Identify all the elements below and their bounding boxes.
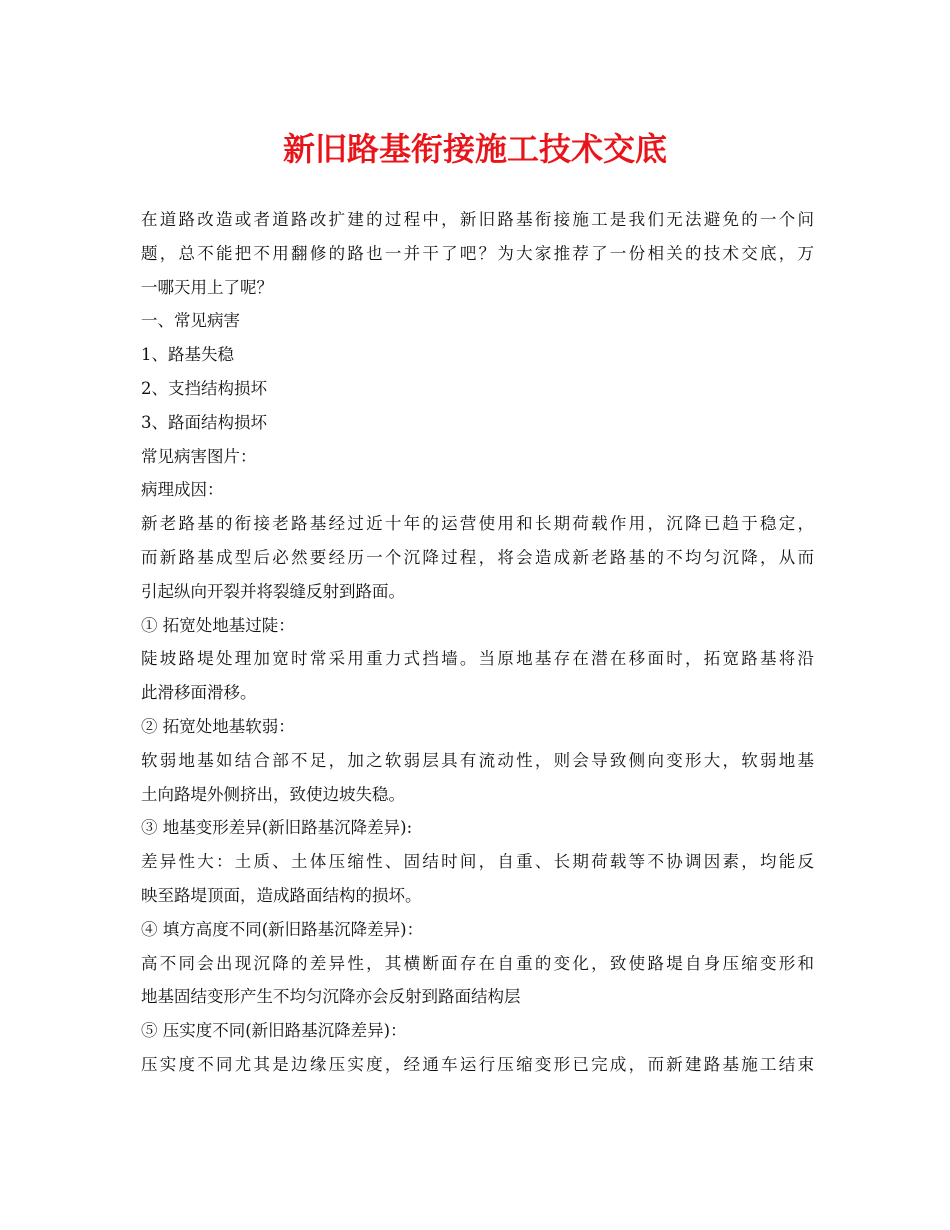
- body-line: 差异性大：土质、土体压缩性、固结时间，自重、长期荷载等不协调因素，均能反: [141, 852, 814, 872]
- body-line: 地基固结变形产生不均匀沉降亦会反射到路面结构层: [141, 987, 521, 1007]
- body-line: 高不同会出现沉降的差异性，其横断面存在自重的变化，致使路堤自身压缩变形和: [141, 953, 814, 973]
- body-line: 土向路堤外侧挤出，致使边坡失稳。: [141, 784, 405, 804]
- body-line: 此滑移面滑移。: [141, 683, 257, 703]
- document-body: [141, 203, 814, 1082]
- body-line: 一、常见病害: [141, 311, 240, 331]
- body-line: 压实度不同尤其是边缘压实度，经通车运行压缩变形已完成，而新建路基施工结束: [141, 1054, 814, 1074]
- body-line: 而新路基成型后必然要经历一个沉降过程，将会造成新老路基的不均匀沉降，从而: [141, 547, 814, 567]
- body-line: 新老路基的衔接老路基经过近十年的运营使用和长期荷载作用，沉降已趋于稳定，: [141, 514, 814, 534]
- body-line: 题，总不能把不用翻修的路也一并干了吧？为大家推荐了一份相关的技术交底，万: [141, 243, 814, 263]
- body-line: 常见病害图片：: [141, 446, 257, 466]
- body-line: 1、路基失稳: [141, 345, 234, 365]
- body-line: 2、支挡结构损坏: [141, 378, 267, 398]
- body-line: ⑤ 压实度不同(新旧路基沉降差异)：: [141, 1021, 407, 1041]
- document-title: 新旧路基衔接施工技术交底: [282, 130, 667, 168]
- body-line: 软弱地基如结合部不足，加之软弱层具有流动性，则会导致侧向变形大，软弱地基: [141, 750, 814, 770]
- body-line: ② 拓宽处地基软弱：: [141, 716, 295, 736]
- body-line: ① 拓宽处地基过陡：: [141, 615, 295, 635]
- body-line: 一哪天用上了呢？: [141, 277, 273, 297]
- body-line: ④ 填方高度不同(新旧路基沉降差异)：: [141, 919, 424, 939]
- body-line: 病理成因：: [141, 480, 224, 500]
- body-line: 映至路堤顶面，造成路面结构的损坏。: [141, 885, 422, 905]
- body-line: 引起纵向开裂并将裂缝反射到路面。: [141, 581, 405, 601]
- body-line: 陡坡路堤处理加宽时常采用重力式挡墙。当原地基存在潜在移面时，拓宽路基将沿: [141, 649, 814, 669]
- body-line: 在道路改造或者道路改扩建的过程中，新旧路基衔接施工是我们无法避免的一个问: [141, 210, 814, 229]
- body-line: ③ 地基变形差异(新旧路基沉降差异):: [141, 818, 413, 838]
- body-line: 3、路面结构损坏: [141, 412, 267, 432]
